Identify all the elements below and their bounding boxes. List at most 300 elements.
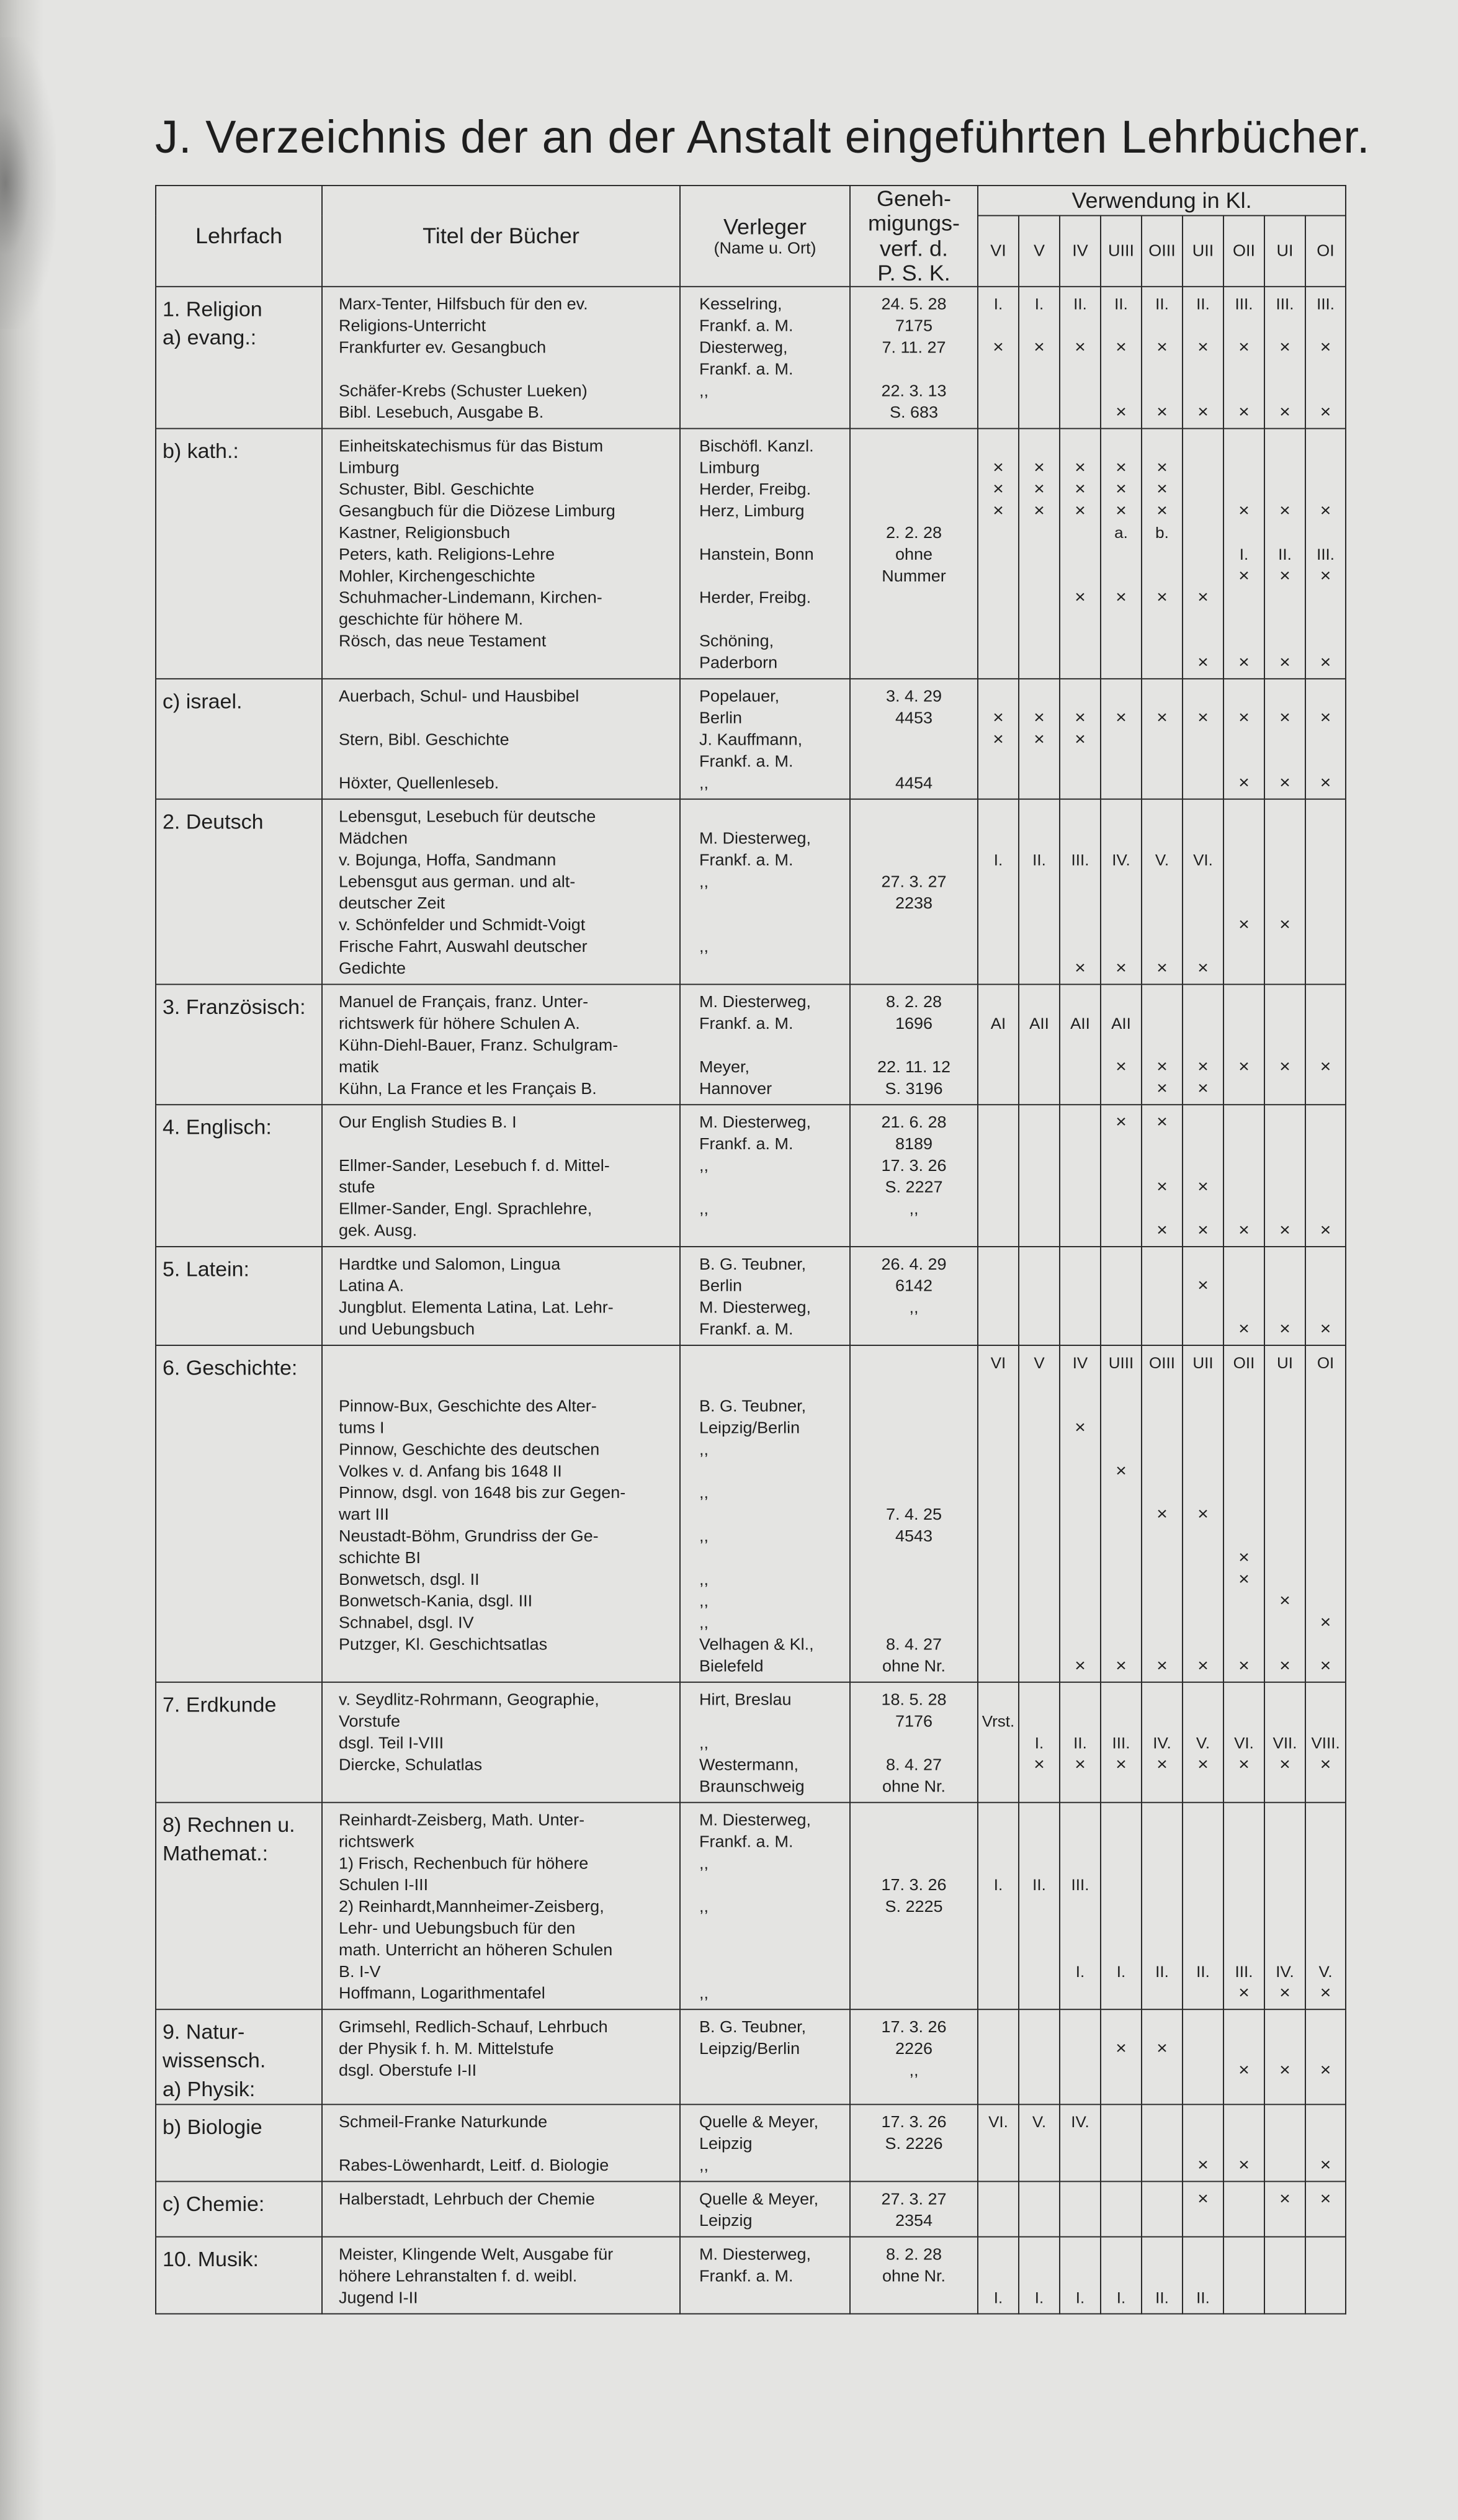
usage-class-mark xyxy=(1019,565,1059,586)
usage-class-mark xyxy=(1265,1568,1305,1590)
usage-class-mark xyxy=(1183,358,1223,380)
usage-class-mark xyxy=(1265,1034,1305,1056)
usage-class-mark xyxy=(1019,1655,1059,1677)
usage-class-mark xyxy=(1265,871,1305,892)
usage-class-mark xyxy=(1060,1253,1100,1275)
usage-class-mark xyxy=(978,1960,1018,1982)
usage-class-mark xyxy=(1101,1939,1141,1960)
usage-class-mark xyxy=(1060,380,1100,401)
publisher-name: Paderborn xyxy=(699,653,778,671)
usage-cross-mark: × xyxy=(1279,1983,1290,2003)
usage-cross-mark: × xyxy=(1197,2155,1209,2176)
usage-class-mark xyxy=(1019,1318,1059,1340)
book-title: Lebensgut aus german. und alt- xyxy=(339,872,576,890)
usage-class-mark xyxy=(1142,1460,1182,1482)
usage-class-mark xyxy=(1183,1460,1223,1482)
usage-class-mark xyxy=(1306,1917,1345,1939)
usage-class-mark xyxy=(1265,2210,1305,2231)
usage-class-mark xyxy=(978,1275,1018,1296)
book-title xyxy=(339,707,679,729)
approval-cell xyxy=(850,678,978,799)
class-cell-oiii xyxy=(1142,799,1183,984)
publisher-name: ,, xyxy=(699,1199,709,1218)
usage-class-mark xyxy=(1019,1438,1059,1460)
usage-class-mark xyxy=(1183,2059,1223,2081)
usage-cross-mark: × xyxy=(1197,401,1209,422)
usage-class-mark xyxy=(978,1754,1018,1775)
usage-class-mark xyxy=(1306,913,1345,935)
publisher-name xyxy=(699,1034,849,1056)
class-cell-ui xyxy=(1264,1345,1305,1682)
usage-class-mark xyxy=(1019,1132,1059,1154)
usage-cross-mark: × xyxy=(1279,1056,1290,1077)
usage-class-mark xyxy=(1019,1896,1059,1917)
usage-class-mark xyxy=(1183,1982,1223,2004)
usage-class-mark xyxy=(1265,1633,1305,1655)
usage-class-mark xyxy=(1060,685,1100,707)
class-cell-oiii xyxy=(1142,2182,1183,2237)
usage-cross-mark: × xyxy=(1034,707,1045,727)
usage-cross-mark: × xyxy=(993,707,1004,727)
subject-cell: 1. Religion a) evang.: xyxy=(156,286,322,428)
usage-class-mark xyxy=(1142,2266,1182,2287)
usage-class-mark xyxy=(1224,1417,1264,1438)
usage-class-mark xyxy=(1224,457,1264,478)
usage-class-mark xyxy=(978,1852,1018,1874)
approval-number xyxy=(851,608,977,630)
usage-cross-mark: × xyxy=(1156,1056,1168,1077)
approval-number xyxy=(851,1460,977,1482)
usage-class-mark xyxy=(1183,380,1223,401)
usage-class-mark: AII xyxy=(1029,1014,1049,1033)
usage-class-mark: VI. xyxy=(1193,850,1213,869)
usage-class-mark xyxy=(1265,1546,1305,1568)
usage-cross-mark: × xyxy=(1034,336,1045,357)
approval-number xyxy=(851,652,977,673)
usage-class-mark xyxy=(1101,1633,1141,1655)
usage-class-mark xyxy=(1306,2244,1345,2266)
usage-class-mark xyxy=(1101,913,1141,935)
book-title: richtswerk für höhere Schulen A. xyxy=(339,1014,580,1033)
class-cell-uii xyxy=(1183,1345,1223,1682)
usage-class-mark xyxy=(1265,729,1305,750)
approval-number xyxy=(851,1612,977,1633)
book-title: stufe xyxy=(339,1178,375,1196)
publisher-name: ,, xyxy=(699,1613,709,1631)
class-cell-vi xyxy=(978,1682,1019,1802)
usage-class-mark xyxy=(1224,892,1264,914)
publisher-name: Frankf. a. M. xyxy=(699,316,794,334)
usage-class-mark xyxy=(1142,827,1182,849)
usage-class-mark xyxy=(1224,586,1264,608)
book-title: Limburg xyxy=(339,458,400,477)
usage-class-mark xyxy=(1224,849,1264,871)
usage-class-mark xyxy=(1060,1831,1100,1852)
usage-class-mark xyxy=(1265,2133,1305,2155)
usage-class-mark xyxy=(1060,435,1100,457)
approval-number xyxy=(851,1852,977,1874)
usage-class-mark xyxy=(1183,827,1223,849)
class-cell-oiii xyxy=(1142,1682,1183,1802)
title-cell xyxy=(322,2009,680,2105)
subject-cell: 8) Rechnen u. Mathemat.: xyxy=(156,1802,322,2009)
publisher-name: B. G. Teubner, xyxy=(699,1396,807,1415)
usage-class-mark xyxy=(978,2155,1018,2176)
publisher-name: M. Diesterweg, xyxy=(699,828,812,847)
usage-cross-mark: × xyxy=(1116,1460,1127,1481)
usage-cross-mark: × xyxy=(1156,500,1168,521)
usage-class-mark xyxy=(1306,1132,1345,1154)
usage-class-mark xyxy=(1101,435,1141,457)
usage-class-mark xyxy=(1060,2155,1100,2176)
approval-number: 1696 xyxy=(895,1014,933,1033)
usage-class-mark xyxy=(1306,1111,1345,1132)
usage-class-mark xyxy=(978,358,1018,380)
usage-class-mark: b. xyxy=(1155,523,1169,542)
usage-class-mark xyxy=(978,1132,1018,1154)
usage-class-mark xyxy=(1019,1034,1059,1056)
approval-number: S. 2226 xyxy=(885,2135,943,2153)
usage-cross-mark: × xyxy=(1320,565,1331,586)
usage-class-mark xyxy=(978,935,1018,957)
usage-cross-mark: × xyxy=(1156,707,1168,727)
class-cell-iv xyxy=(1060,1682,1101,1802)
approval-number: 7. 4. 25 xyxy=(885,1505,942,1523)
publisher-name xyxy=(699,521,849,543)
usage-cross-mark: × xyxy=(1238,1318,1250,1338)
book-title: Jungblut. Elementa Latina, Lat. Lehr- xyxy=(339,1298,614,1317)
usage-class-mark xyxy=(1019,1688,1059,1710)
approval-number xyxy=(851,1590,977,1612)
usage-class-mark xyxy=(1101,1982,1141,2004)
usage-cross-mark: × xyxy=(1116,401,1127,422)
class-cell-v xyxy=(1019,2182,1060,2237)
usage-class-mark xyxy=(978,1917,1018,1939)
class-cell-uii xyxy=(1183,799,1223,984)
usage-class-mark xyxy=(978,2266,1018,2287)
publisher-name: ,, xyxy=(699,1570,709,1589)
usage-class-mark xyxy=(978,1982,1018,2004)
usage-class-mark xyxy=(1019,685,1059,707)
usage-class-mark: VI. xyxy=(988,2113,1008,2132)
usage-cross-mark: × xyxy=(1320,1056,1331,1077)
usage-class-mark xyxy=(1183,1688,1223,1710)
approval-number: 8. 4. 27 xyxy=(885,1634,942,1653)
book-title xyxy=(339,1655,679,1677)
usage-class-mark xyxy=(1142,750,1182,772)
approval-number xyxy=(851,1831,977,1852)
approval-number: 4453 xyxy=(895,708,933,727)
title-cell xyxy=(322,2105,680,2182)
publisher-name xyxy=(699,805,849,827)
usage-class-mark xyxy=(1060,1176,1100,1198)
usage-class-mark xyxy=(1060,1438,1100,1460)
book-title: Vorstufe xyxy=(339,1711,401,1730)
book-title: Gedichte xyxy=(339,959,406,977)
class-cell-v xyxy=(1019,1345,1060,1682)
class-cell-uiii xyxy=(1101,1802,1142,2009)
usage-class-mark xyxy=(1101,892,1141,914)
usage-class-mark: VII. xyxy=(1272,1733,1297,1752)
publisher-cell xyxy=(680,286,850,428)
usage-cross-mark: × xyxy=(1320,652,1331,672)
usage-class-mark xyxy=(1142,892,1182,914)
usage-class-mark xyxy=(978,1176,1018,1198)
usage-cross-mark: × xyxy=(1156,1111,1168,1132)
usage-cross-mark: × xyxy=(1197,1754,1209,1774)
usage-class-mark xyxy=(1265,1809,1305,1831)
class-cell-ui xyxy=(1264,1682,1305,1802)
title-cell xyxy=(322,2237,680,2314)
usage-class-mark xyxy=(1306,1012,1345,1034)
usage-class-mark xyxy=(1142,1275,1182,1296)
class-cell-ui xyxy=(1264,1247,1305,1345)
publisher-name: ,, xyxy=(699,872,709,890)
usage-class-mark xyxy=(1224,1460,1264,1482)
usage-class-mark xyxy=(1019,1568,1059,1590)
usage-class-mark xyxy=(1224,478,1264,500)
usage-class-mark xyxy=(1265,1296,1305,1318)
usage-class-mark xyxy=(1265,630,1305,652)
usage-class-mark xyxy=(1101,543,1141,565)
usage-class-mark xyxy=(1101,805,1141,827)
approval-cell xyxy=(850,2009,978,2105)
publisher-name: Leipzig xyxy=(699,2212,753,2230)
usage-cross-mark: × xyxy=(993,500,1004,521)
usage-class-mark xyxy=(1183,2266,1223,2287)
usage-class-mark xyxy=(1183,1568,1223,1590)
class-cell-uii xyxy=(1183,2009,1223,2105)
usage-class-mark xyxy=(978,1318,1018,1340)
usage-class-mark xyxy=(1101,2016,1141,2037)
usage-class-mark xyxy=(1224,1612,1264,1633)
usage-class-mark xyxy=(1019,2155,1059,2176)
usage-class-mark xyxy=(978,1417,1018,1438)
usage-class-mark xyxy=(1019,1460,1059,1482)
class-cell-v xyxy=(1019,2237,1060,2314)
usage-class-mark: a. xyxy=(1114,523,1128,542)
usage-class-mark xyxy=(1142,805,1182,827)
usage-class-mark: UI xyxy=(1277,1353,1293,1372)
section-row xyxy=(156,2105,1346,2182)
usage-cross-mark: × xyxy=(1034,1754,1045,1774)
book-title: Pinnow, Geschichte des deutschen xyxy=(339,1440,600,1458)
usage-class-mark xyxy=(1224,1917,1264,1939)
usage-class-mark xyxy=(1019,1275,1059,1296)
usage-class-mark xyxy=(1306,871,1345,892)
usage-class-mark xyxy=(1101,380,1141,401)
approval-number: ohne Nr. xyxy=(882,1777,946,1795)
class-cell-uii xyxy=(1183,1802,1223,2009)
usage-class-mark xyxy=(1142,652,1182,673)
usage-class-mark xyxy=(1224,1111,1264,1132)
usage-class-mark xyxy=(1183,2016,1223,2037)
section-row xyxy=(156,2182,1346,2237)
usage-class-mark xyxy=(1142,2155,1182,2176)
usage-class-mark xyxy=(1142,1546,1182,1568)
usage-class-mark xyxy=(1306,2111,1345,2133)
class-cell-ui xyxy=(1264,2105,1305,2182)
approval-number xyxy=(851,1373,977,1395)
approval-number xyxy=(851,478,977,500)
class-cell-vi xyxy=(978,1802,1019,2009)
usage-class-mark xyxy=(978,772,1018,794)
usage-class-mark xyxy=(978,1504,1018,1525)
usage-class-mark xyxy=(1142,1590,1182,1612)
usage-class-mark: VI xyxy=(990,1353,1006,1372)
usage-cross-mark: × xyxy=(1116,1111,1127,1132)
class-cell-iv xyxy=(1060,799,1101,984)
usage-class-mark: III. xyxy=(1112,1733,1130,1752)
publisher-name: M. Diesterweg, xyxy=(699,992,812,1011)
publisher-name xyxy=(699,957,849,979)
usage-class-mark: IV xyxy=(1072,1353,1088,1372)
publisher-name: Frankf. a. M. xyxy=(699,751,794,770)
usage-class-mark xyxy=(1019,1710,1059,1732)
usage-class-mark xyxy=(1183,1831,1223,1852)
title-cell xyxy=(322,286,680,428)
class-cell-oi xyxy=(1305,428,1346,678)
usage-class-mark xyxy=(1265,1012,1305,1034)
usage-class-mark xyxy=(1224,2244,1264,2266)
approval-cell xyxy=(850,2237,978,2314)
class-cell-vi xyxy=(978,1105,1019,1247)
usage-class-mark xyxy=(1060,1077,1100,1099)
usage-class-mark xyxy=(1306,1077,1345,1099)
usage-class-mark: II. xyxy=(1155,1962,1169,1981)
usage-class-mark: III. xyxy=(1276,294,1294,313)
usage-class-mark: I. xyxy=(1116,1962,1126,1981)
approval-cell xyxy=(850,1802,978,2009)
usage-class-mark xyxy=(1183,1590,1223,1612)
usage-class-mark xyxy=(1306,685,1345,707)
usage-class-mark xyxy=(1306,1504,1345,1525)
publisher-name: Frankf. a. M. xyxy=(699,850,794,869)
usage-class-mark xyxy=(1101,315,1141,336)
usage-class-mark xyxy=(1224,358,1264,380)
publisher-name: Hanstein, Bonn xyxy=(699,545,814,563)
usage-cross-mark: × xyxy=(1197,1275,1209,1296)
class-cell-ui xyxy=(1264,1105,1305,1247)
class-cell-oii xyxy=(1223,678,1264,799)
usage-class-mark xyxy=(1306,1590,1345,1612)
class-cell-v xyxy=(1019,678,1060,799)
usage-class-mark xyxy=(1019,1775,1059,1797)
usage-class-mark xyxy=(1224,1874,1264,1896)
class-cell-oi xyxy=(1305,2182,1346,2237)
usage-class-mark xyxy=(1183,1132,1223,1154)
usage-class-mark xyxy=(1060,750,1100,772)
usage-class-mark xyxy=(1306,586,1345,608)
usage-class-mark xyxy=(1183,2111,1223,2133)
usage-cross-mark: × xyxy=(1279,2189,1290,2209)
usage-class-mark xyxy=(1224,935,1264,957)
usage-cross-mark: × xyxy=(1238,401,1250,422)
usage-class-mark xyxy=(1142,380,1182,401)
approval-cell xyxy=(850,1105,978,1247)
class-cell-uii xyxy=(1183,428,1223,678)
approval-number: 17. 3. 26 xyxy=(881,2113,947,2132)
book-title xyxy=(339,652,679,673)
usage-class-mark xyxy=(1142,358,1182,380)
publisher-name: Schöning, xyxy=(699,631,774,650)
approval-number: 27. 3. 27 xyxy=(881,2190,947,2208)
approval-number xyxy=(851,750,977,772)
book-title xyxy=(339,1775,679,1797)
approval-cell xyxy=(850,2182,978,2237)
usage-class-mark xyxy=(1142,2188,1182,2210)
usage-class-mark xyxy=(1060,2016,1100,2037)
usage-class-mark xyxy=(1142,1198,1182,1219)
usage-class-mark xyxy=(1183,1809,1223,1831)
class-cell-oiii xyxy=(1142,2105,1183,2182)
usage-class-mark: II. xyxy=(1032,1875,1046,1894)
publisher-name: Berlin xyxy=(699,708,743,727)
usage-class-mark: II. xyxy=(1196,1962,1210,1981)
usage-class-mark xyxy=(1265,1417,1305,1438)
book-title: math. Unterricht an höheren Schulen xyxy=(339,1940,613,1959)
usage-class-mark xyxy=(1265,1525,1305,1546)
usage-class-mark xyxy=(1306,1198,1345,1219)
publisher-name xyxy=(699,1460,849,1482)
publisher-name: Herder, Freibg. xyxy=(699,480,812,498)
approval-number xyxy=(851,805,977,827)
book-title: Hoffmann, Logarithmentafel xyxy=(339,1984,545,2002)
header-class-oii: OII xyxy=(1223,216,1264,287)
usage-class-mark xyxy=(1183,892,1223,914)
book-title: Stern, Bibl. Geschichte xyxy=(339,730,509,748)
usage-class-mark xyxy=(1101,827,1141,849)
usage-class-mark xyxy=(1019,1198,1059,1219)
class-cell-uiii xyxy=(1101,1345,1142,1682)
usage-class-mark xyxy=(1183,435,1223,457)
usage-class-mark xyxy=(1306,1482,1345,1504)
usage-class-mark xyxy=(1142,685,1182,707)
usage-class-mark xyxy=(1101,2188,1141,2210)
usage-class-mark xyxy=(1265,315,1305,336)
usage-class-mark xyxy=(1265,380,1305,401)
usage-class-mark xyxy=(1142,1395,1182,1417)
usage-class-mark xyxy=(1019,1056,1059,1077)
approval-number xyxy=(851,1917,977,1939)
usage-cross-mark: × xyxy=(1156,1177,1168,1197)
usage-class-mark xyxy=(1101,2266,1141,2287)
usage-class-mark xyxy=(1060,543,1100,565)
usage-class-mark xyxy=(1265,1612,1305,1633)
approval-cell xyxy=(850,1247,978,1345)
usage-class-mark xyxy=(1060,1917,1100,1939)
title-cell xyxy=(322,1802,680,2009)
book-title: Halberstadt, Lehrbuch der Chemie xyxy=(339,2190,595,2208)
approval-number xyxy=(851,1318,977,1340)
publisher-name: Braunschweig xyxy=(699,1777,805,1795)
class-cell-uii xyxy=(1183,286,1223,428)
usage-class-mark xyxy=(1142,1417,1182,1438)
book-title: 2) Reinhardt,Mannheimer-Zeisberg, xyxy=(339,1897,604,1916)
usage-class-mark xyxy=(1224,805,1264,827)
usage-class-mark xyxy=(1019,652,1059,673)
usage-class-mark xyxy=(1306,1710,1345,1732)
approval-number: 22. 11. 12 xyxy=(877,1057,951,1076)
usage-cross-mark: × xyxy=(1238,500,1250,521)
usage-cross-mark: × xyxy=(1075,500,1086,521)
approval-number: ,, xyxy=(909,2061,919,2079)
header-class-oiii: OIII xyxy=(1142,216,1183,287)
usage-class-mark xyxy=(1142,935,1182,957)
usage-class-mark xyxy=(1142,1318,1182,1340)
usage-class-mark xyxy=(1060,1710,1100,1732)
usage-cross-mark: × xyxy=(1075,957,1086,978)
